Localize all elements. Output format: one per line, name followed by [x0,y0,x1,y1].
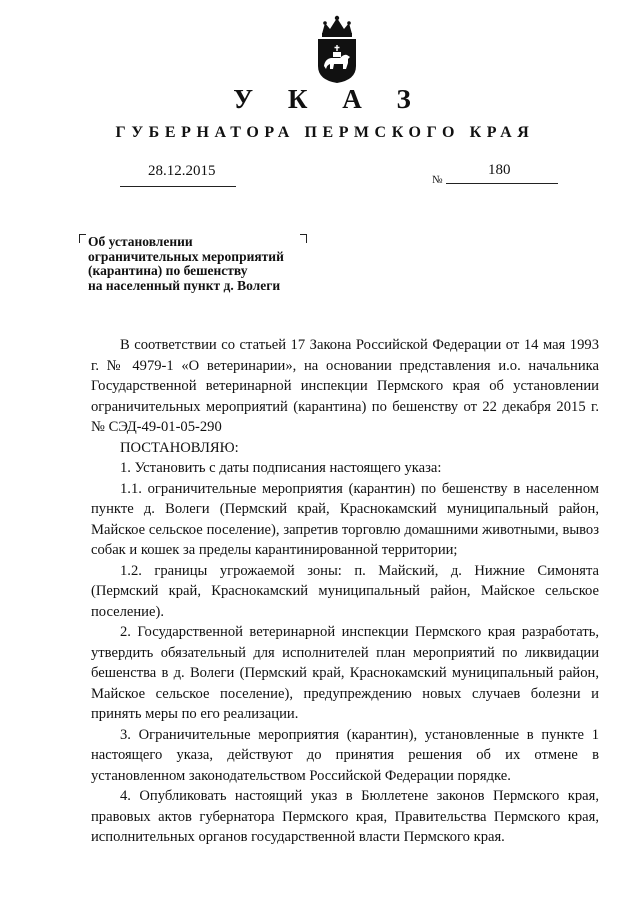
number-underline [446,183,558,184]
clause-paragraph: 1. Установить с даты подписания настоящего указа: [120,460,442,476]
decree-date: 28.12.2015 [148,163,216,179]
date-underline [120,186,236,187]
number-sign: № [432,174,443,186]
clause-paragraph: 2. Государственной ветеринарной инспекции Пермского края разработать, утвердить обязательный для исполнителей план мероприятий по ликвидации бешенства в д. Волеги (Пермский край, Краснокамский муниципальный район, Майское сельское поселение), предупреждению новых случаев болезни и принять меры по его реализации. [91,624,599,722]
subject-line: (карантина) по бешенству [88,263,248,278]
decree-subject [88,235,318,293]
clause-paragraph: 1.2. границы угрожаемой зоны: п. Майский, д. Нижние Симонята (Пермский край, Краснокамский муниципальный район, Майское сельское поселение). [91,562,599,620]
decree-body [91,335,599,848]
perm-krai-coat-of-arms-icon [314,14,360,84]
clause-paragraph: 4. Опубликовать настоящий указ в Бюллетене законов Пермского края, правовых актов губернатора Пермского края, Правительства Пермского края, исполнительных органов государственной власти Пермского края. [91,788,599,845]
issuer-title: ГУБЕРНАТОРА ПЕРМСКОГО КРАЯ [115,124,535,141]
subject-line: Об установлении [88,234,193,249]
decree-number: 180 [488,162,511,178]
subject-corner-left [79,234,86,243]
clause-paragraph: 1.1. ограничительные мероприятия (карантин) по бешенству в населенном пункте д. Волеги (Пермский край, Краснокамский муниципальный район, Майское сельское поселение), запретив торговлю домашними животными, вывоз собак и кошек за пределы карантинированной территории; [91,480,599,558]
decree-word: ПОСТАНОВЛЯЮ: [120,439,239,456]
preamble-paragraph: В соответствии со статьей 17 Закона Российской Федерации от 14 мая 1993 г. № 4979-1 «О ветеринарии», на основании представления и.о. начальника Государственной ветеринарной инспекции Пермского края об установлении ограничительных мероприятий (карантина) по бешенству от 22 декабря 2015 г. № СЭД-49-01-05-290 [91,337,599,435]
clause-paragraph: 3. Ограничительные мероприятия (карантин), установленные в пункте 1 настоящего указа, действуют до принятия решения об их отмене в установленном законодательством Российской Федерации порядке. [91,726,599,784]
document-type-title: У К А З [233,84,425,114]
subject-line: ограничительных мероприятий [88,248,284,264]
subject-line: на населенный пункт д. Волеги [88,277,281,293]
